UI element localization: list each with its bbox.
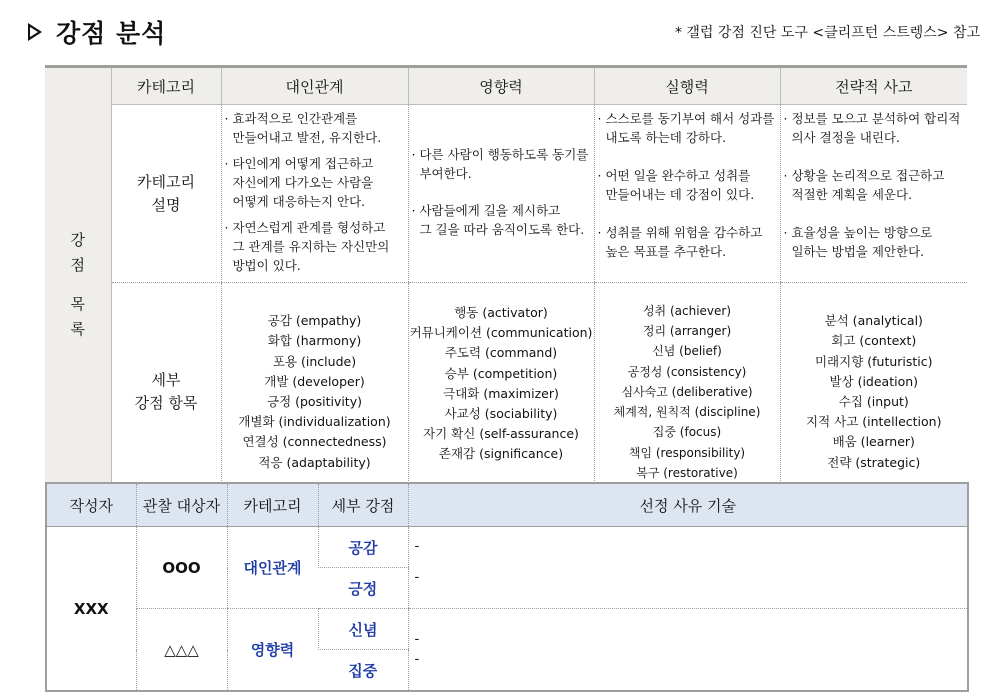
reason-cell[interactable]: - [408, 650, 968, 692]
category-cell: 대인관계 [227, 527, 318, 609]
col-header-detail-strength: 세부 강점 [318, 483, 408, 527]
strength-cell: 공감 [318, 527, 408, 568]
subject-cell: OOO [136, 527, 227, 609]
reason-cell[interactable]: - [408, 609, 968, 650]
items-execution: 성취 (achiever) 정리 (arranger) 신념 (belief) 공정성 (consistency) 심사숙고 (deliberative) 체계적, 원칙적 (discipline) 집중 (focus) 책임 (responsibility) 복구 (restorative) [594, 283, 780, 503]
col-header-reason: 선정 사유 기술 [408, 483, 968, 527]
row-label-description: 카테고리 설명 [111, 105, 221, 283]
desc-strategic: · 정보를 모으고 분석하여 합리적 의사 결정을 내린다. · 상황을 논리적으로 접근하고 적절한 계획을 세운다. · 효율성을 높이는 방향으로 일하는 방법을 제안한다. [780, 105, 967, 283]
items-influence: 행동 (activator) 커뮤니케이션 (communication) 주도력 (command) 승부 (competition) 극대화 (maximizer) 사교성 (sociability) 자기 확신 (self-assurance) 존재감 (significance) [408, 283, 594, 503]
desc-interpersonal: · 효과적으로 인간관계를 만들어내고 발전, 유지한다. · 타인에게 어떻게 접근하고 자신에게 다가오는 사람을 어떻게 대응하는지 안다. · 자연스럽게 관계를 형성하고 그 관계를 유지하는 자신만의 방법이 있다. [221, 105, 408, 283]
strength-cell: 긍정 [318, 568, 408, 609]
col-header-interpersonal: 대인관계 [221, 67, 408, 105]
col-header-category: 카테고리 [111, 67, 221, 105]
author-cell: XXX [46, 527, 136, 692]
items-interpersonal: 공감 (empathy) 화합 (harmony) 포용 (include) 개발 (developer) 긍정 (positivity) 개별화 (individualization) 연결성 (connectedness) 적응 (adaptability) [221, 283, 408, 503]
category-cell: 영향력 [227, 609, 318, 692]
reason-cell[interactable]: - [408, 568, 968, 609]
subject-cell: △△△ [164, 640, 199, 659]
triangle-bullet-icon [28, 23, 42, 41]
row-label-items: 세부 강점 항목 [111, 283, 221, 503]
strength-cell: 집중 [348, 661, 378, 680]
col-header-category: 카테고리 [227, 483, 318, 527]
page-header [28, 14, 166, 50]
reason-cell[interactable]: - [408, 527, 968, 568]
desc-execution: · 스스로를 동기부여 해서 성과를 내도록 하는데 강하다. · 어떤 일을 완수하고 성취를 만들어내는 데 강점이 있다. · 성취를 위해 위험을 감수하고 높은 목표를 추구한다. [594, 105, 780, 283]
reference-note: * 갤럽 강점 진단 도구 <클리프턴 스트렝스> 참고 [674, 25, 980, 41]
desc-influence: · 다른 사람이 행동하도록 동기를 부여한다. · 사람들에게 길을 제시하고 그 길을 따라 움직이도록 한다. [408, 105, 594, 283]
col-header-execution: 실행력 [594, 67, 780, 105]
strengths-list-table [45, 65, 967, 503]
col-header-strategic: 전략적 사고 [780, 67, 967, 105]
selection-table [45, 482, 969, 692]
col-header-author: 작성자 [46, 483, 136, 527]
page-title: 강점 분석 [56, 19, 167, 48]
strength-cell: 신념 [318, 609, 408, 650]
col-header-subject: 관찰 대상자 [136, 483, 227, 527]
strengths-side-label: 강 점 목 록 [45, 67, 111, 503]
items-strategic: 분석 (analytical) 회고 (context) 미래지향 (futuristic) 발상 (ideation) 수집 (input) 지적 사고 (intellection) 배움 (learner) 전략 (strategic) [780, 283, 967, 503]
col-header-influence: 영향력 [408, 67, 594, 105]
